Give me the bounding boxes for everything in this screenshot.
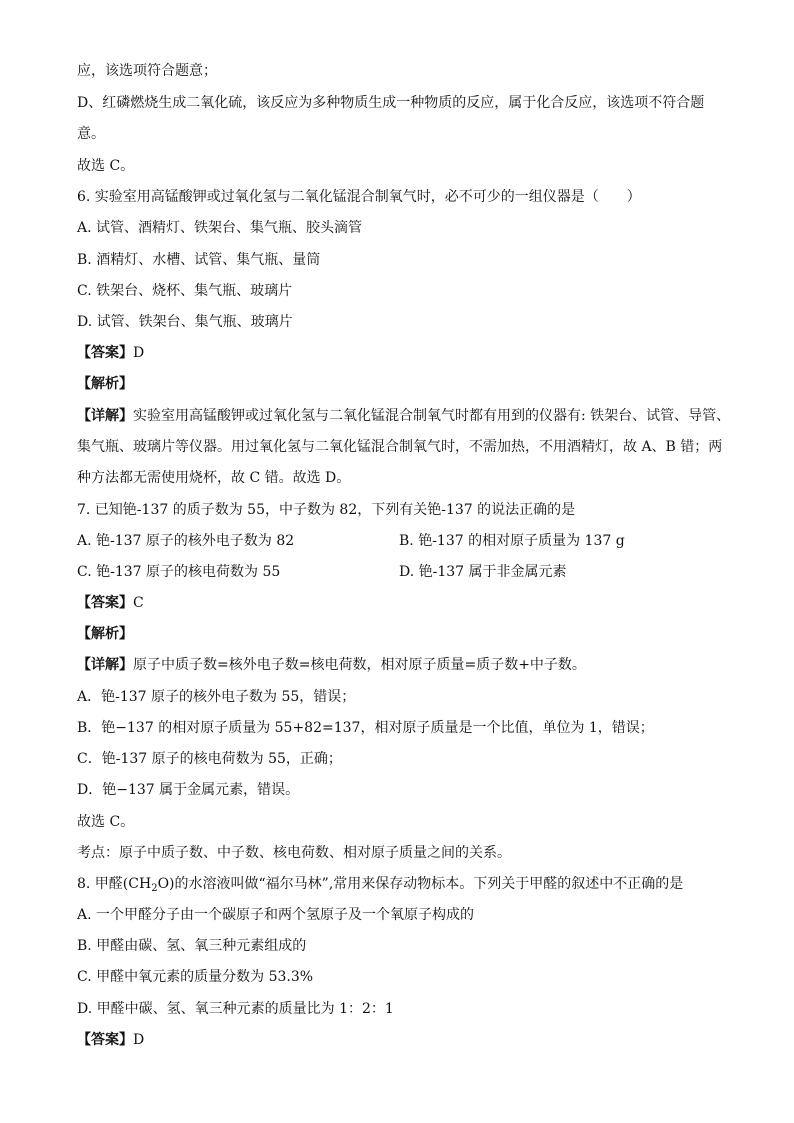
answer-value: C (133, 595, 144, 611)
detail-7-line-1: 【详解】原子中质子数=核外电子数=核电荷数，相对原子质量=质子数+中子数。 (77, 657, 586, 673)
option-row-7-cd (77, 562, 567, 582)
question-8: 8. 甲醛$(CH_2O)$的水溶液叫做“福尔马林”,常用来保存动物标本。下列关于甲醛的叙述中不正确的是 (77, 876, 684, 894)
detail-tag: 【详解】 (77, 408, 133, 424)
text-line: 故选 C。 (77, 158, 135, 174)
option-8a: A. 一个甲醛分子由一个碳原子和两个氢原子及一个氧原子构成的 (77, 907, 475, 923)
answer-7 (77, 593, 144, 613)
detail-7-d: D．铯−137 属于金属元素，错误。 (77, 782, 300, 798)
answer-6 (77, 343, 144, 363)
option-7c: C. 铯-137 原子的核电荷数为 55 (77, 564, 281, 580)
text-line: 意。 (77, 126, 105, 142)
detail-7-end: 故选 C。 (77, 814, 135, 830)
text-line: D、红磷燃烧生成二氧化硫，该反应为多种物质生成一种物质的反应，属于化合反应，该选项不符合题 (77, 95, 705, 111)
option-7b: B. 铯-137 的相对原子质量为 137 g (399, 533, 625, 549)
detail-6-line-2: 集气瓶、玻璃片等仪器。用过氧化氢与二氧化锰混合制氧气时，不需加热，不用酒精灯，故 A、B 错；两 (77, 439, 723, 455)
answer-tag: 【答案】 (77, 595, 133, 611)
option-8b: B. 甲醛由碳、氢、氧三种元素组成的 (77, 938, 307, 954)
text-line: 应，该选项符合题意； (77, 63, 217, 79)
subscript: 2 (151, 883, 158, 894)
option-6a: A. 试管、酒精灯、铁架台、集气瓶、胶头滴管 (77, 220, 363, 236)
detail-7-b: B．铯−137 的相对原子质量为 55+82=137，相对原子质量是一个比值，单位为 1，错误； (77, 720, 654, 736)
option-row-7-ab (77, 531, 625, 551)
answer-value: D (133, 345, 145, 361)
option-7a: A. 铯-137 原子的核外电子数为 82 (77, 533, 295, 549)
detail-7-c: C．铯-137 原子的核电荷数为 55，正确； (77, 751, 342, 767)
detail-tag: 【详解】 (77, 657, 133, 673)
question-7: 7. 已知铯-137 的质子数为 55，中子数为 82，下列有关铯-137 的说法正确的是 (77, 502, 576, 518)
exam-point-7: 考点：原子中质子数、中子数、核电荷数、相对原子质量之间的关系。 (77, 845, 511, 861)
detail-7-a: A．铯-137 原子的核外电子数为 55，错误； (77, 689, 356, 705)
answer-tag: 【答案】 (77, 345, 133, 361)
answer-value: D (133, 1032, 145, 1048)
answer-tag: 【答案】 (77, 1032, 133, 1048)
detail-6-line-3: 种方法都无需使用烧杯，故 C 错。故选 D。 (77, 470, 351, 486)
analysis-tag-7: 【解析】 (77, 626, 133, 642)
option-7d: D. 铯-137 属于非金属元素 (399, 564, 567, 580)
option-6b: B. 酒精灯、水槽、试管、集气瓶、量筒 (77, 252, 321, 268)
analysis-tag-6: 【解析】 (77, 376, 133, 392)
question-6: 6. 实验室用高锰酸钾或过氧化氢与二氧化锰混合制氧气时，必不可少的一组仪器是（ ） (77, 189, 641, 205)
answer-8 (77, 1030, 144, 1050)
option-8c: C. 甲醛中氧元素的质量分数为 53.3% (77, 969, 314, 985)
option-6c: C. 铁架台、烧杯、集气瓶、玻璃片 (77, 283, 293, 299)
option-8d: D. 甲醛中碳、氢、氧三种元素的质量比为 1：2：1 (77, 1001, 394, 1017)
detail-6-line-1: 【详解】实验室用高锰酸钾或过氧化氢与二氧化锰混合制氧气时都有用到的仪器有: 铁架台、试管、导管、 (77, 408, 731, 424)
option-6d: D. 试管、铁架台、集气瓶、玻璃片 (77, 314, 293, 330)
